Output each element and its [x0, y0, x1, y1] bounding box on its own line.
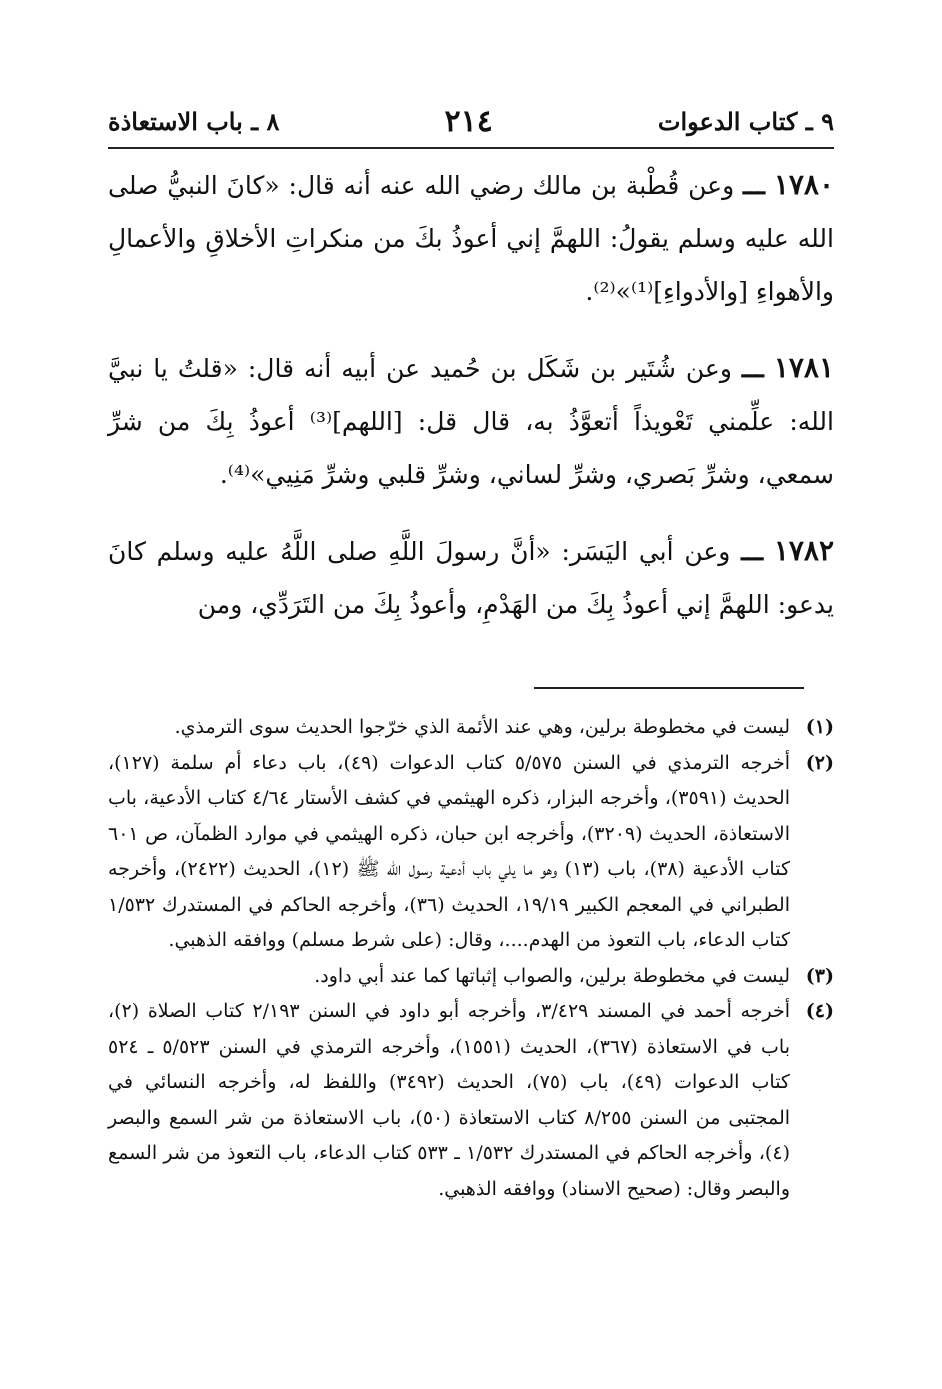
hadith-dash: ـــ: [741, 354, 764, 383]
hadith-1781: [108, 341, 834, 501]
footnote-number: (١): [805, 716, 834, 738]
hadith-1780: [108, 158, 834, 318]
hadith-1782: [108, 524, 834, 631]
section-title: ٨ ـ باب الاستعاذة: [108, 106, 280, 136]
footnote-1: [108, 710, 834, 746]
page-number: ٢١٤: [444, 103, 493, 139]
hadith-number: ١٧٨١: [773, 351, 834, 384]
page-header: [108, 96, 834, 146]
hadith-dash: ـــ: [741, 537, 764, 566]
footnote-number: (٤): [805, 1000, 834, 1022]
footnote-4: [108, 994, 834, 1207]
footnote-2: [108, 746, 834, 959]
chapter-title: ٩ ـ كتاب الدعوات: [657, 106, 834, 136]
hadith-dash: ـــ: [743, 171, 765, 200]
footnote-text: أخرجه أحمد في المسند ٣/٤٢٩، وأخرجه أبو داود في السنن ٢/١٩٣ كتاب الصلاة (٢)، باب في الاستعاذة (٣٦٧)، الحديث (١٥٥١)، وأخرجه الترمذي في السنن ٥/٥٢٣ ـ ٥٢٤ كتاب الدعوات (٤٩)، باب (٧٥)، الحديث (٣٤٩٢) واللفظ له، وأخرجه النسائي في المجتبى من السنن ٨/٢٥٥ كتاب الاستعاذة (٥٠)، باب الاستعاذة من شر السمع والبصر (٤)، وأخرجه الحاكم في المستدرك ١/٥٣٢ ـ ٥٣٣ كتاب الدعاء، باب التعوذ من شر السمع والبصر وقال: (صحيح الاسناد) ووافقه الذهبي.: [108, 1000, 791, 1200]
hadith-text: وعن شُتَير بن شَكَل بن حُميد عن أبيه أنه قال: «قلتُ يا نبيَّ الله: علِّمني تَعْويذاً أتعوَّذُ به، قال قل: [اللهم]⁽³⁾ أعوذُ بِكَ من شرِّ سمعي، وشرِّ بَصري، وشرِّ لساني، وشرِّ قلبي وشرِّ مَنِيي»⁽⁴⁾.: [108, 354, 834, 489]
hadith-number: ١٧٨٠: [773, 168, 834, 201]
hadith-text: وعن أبي اليَسَر: «أنَّ رسولَ اللَّهِ صلى اللَّهُ عليه وسلم كانَ يدعو: اللهمَّ إني أعوذُ بِكَ من الهَدْمِ، وأعوذُ بِكَ من التَرَدِّي، ومن: [108, 537, 834, 619]
hadith-text: وعن قُطْبة بن مالك رضي الله عنه أنه قال: «كانَ النبيُّ صلى الله عليه وسلم يقولُ: اللهمَّ إني أعوذُ بكَ من منكراتِ الأخلاقِ والأعمالِ والأهواءِ [والأدواءِ]⁽¹⁾»⁽²⁾.: [108, 171, 834, 306]
footnote-text: ليست في مخطوطة برلين، والصواب إثباتها كما عند أبي داود.: [314, 964, 790, 987]
footnote-3: [108, 959, 834, 995]
header-divider: [108, 147, 834, 149]
footnote-text: أخرجه الترمذي في السنن ٥/٥٧٥ كتاب الدعوات (٤٩)، باب دعاء أم سلمة (١٢٧)، الحديث (٣٥٩١)، وأخرجه البزار، ذكره الهيثمي في كشف الأستار ٤/٦٤ كتاب الأدعية، باب الاستعاذة، الحديث (٣٢٠٩)، وأخرجه ابن حبان، ذكره الهيثمي في موارد الظمآن، ص ٦٠١ كتاب الأدعية (٣٨)، باب (١٣) وهو ما يلي باب أدعية رسول الله ﷺ (١٢)، الحديث (٢٤٢٢)، وأخرجه الطبراني في المعجم الكبير ١٩/١٩، الحديث (٣٦)، وأخرجه الحاكم في المستدرك ١/٥٣٢ كتاب الدعاء، باب التعوذ من الهدم....، وقال: (على شرط مسلم) ووافقه الذهبي.: [108, 751, 790, 951]
footnote-divider: [534, 687, 804, 689]
main-text: [108, 158, 834, 654]
footnotes: [108, 710, 834, 1207]
footnote-number: (٢): [805, 751, 834, 774]
footnote-number: (٣): [805, 964, 834, 987]
hadith-number: ١٧٨٢: [773, 534, 834, 567]
footnote-text: ليست في مخطوطة برلين، وهي عند الأئمة الذي خرّجوا الحديث سوى الترمذي.: [174, 716, 790, 738]
